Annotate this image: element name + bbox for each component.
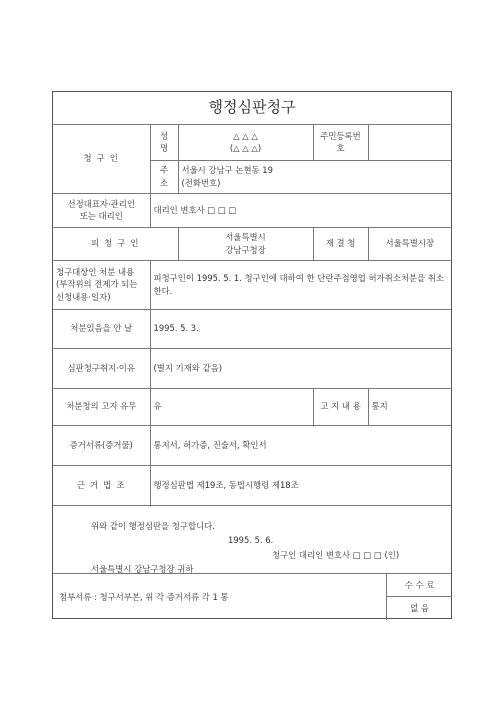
representative-label: 선정대표자·관리인 또는 대리인	[53, 193, 150, 227]
name-value: △ △ △ (△ △ △)	[178, 124, 313, 160]
basis-label: 근 거 법 조	[53, 465, 150, 505]
known-date-label: 처분있음을 안 날	[53, 309, 150, 348]
form-table	[53, 92, 451, 506]
declaration-signer: 청구인 대리인 변호사 □ □ □ (인)	[272, 550, 400, 560]
fee-box	[386, 574, 452, 620]
representative-value: 대리인 변호사 □ □ □	[150, 193, 451, 227]
notice-label: 처분청의 고지 유무	[53, 388, 150, 425]
purpose-value: (별지 기재와 같음)	[150, 348, 451, 388]
notice-content-label: 고 지 내 용	[313, 388, 368, 425]
tribunal-label: 재 결 청	[313, 227, 368, 260]
declaration-recipient: 서울특별시 강남구청장 귀하	[91, 564, 194, 574]
fee-value: 없 음	[410, 603, 429, 613]
evidence-value: 통지서, 허가증, 진술서, 확인서	[150, 425, 451, 465]
resident-no-label: 주민등록번호	[313, 124, 368, 160]
notice-value: 유	[150, 388, 313, 425]
claimant-label: 청 구 인	[53, 124, 150, 193]
declaration	[53, 515, 451, 573]
form-title: 행정심판청구	[53, 92, 451, 124]
tribunal-value: 서울특별시장	[368, 227, 451, 260]
evidence-label: 증거서류(증거물)	[53, 425, 150, 465]
attachments-text: 첨부서류 : 청구서부본, 위 각 증거서류 각 1 통	[59, 592, 229, 602]
resident-no-value	[368, 124, 451, 160]
declaration-date: 1995. 5. 6.	[228, 535, 274, 545]
purpose-label: 심판청구취지·이유	[53, 348, 150, 388]
notice-content-value: 통지	[368, 388, 451, 425]
attachments	[53, 573, 451, 620]
known-date-value: 1995. 5. 3.	[150, 309, 451, 348]
target-label: 청구대상인 처분 내용 (부작위의 전제가 되는 신청내용·일자)	[53, 260, 150, 309]
declaration-text: 위와 같이 행정심판을 청구합니다.	[91, 521, 215, 531]
appeal-form	[52, 91, 452, 619]
address-label: 주 소	[150, 160, 178, 193]
respondent-value: 서울특별시 강남구청장	[178, 227, 313, 260]
target-value: 피청구인이 1995. 5. 1. 청구인에 대하여 한 단란주점영업 허가취소처분을 취소한다.	[150, 260, 451, 309]
basis-value: 행정심판법 제19조, 동법시행령 제18조	[150, 465, 451, 505]
fee-label: 수 수 료	[387, 574, 452, 597]
address-value: 서울시 강남구 논현동 19 (전화번호)	[178, 160, 451, 193]
respondent-label: 피 청 구 인	[53, 227, 178, 260]
name-label: 성 명	[150, 124, 178, 160]
